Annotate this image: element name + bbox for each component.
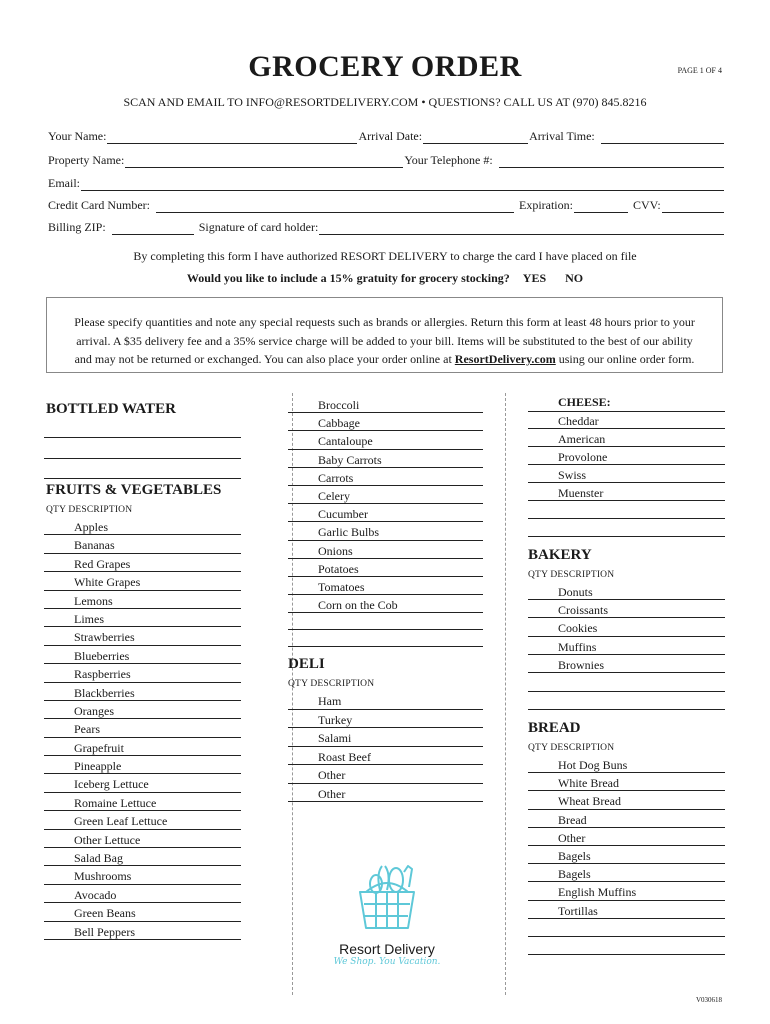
contact-info: SCAN AND EMAIL TO INFO@RESORTDELIVERY.COM • QUESTIONS? CALL US AT (970) 845.8216 [123, 95, 647, 109]
list-item[interactable] [44, 627, 241, 645]
list-item[interactable] [44, 572, 241, 590]
item-label: Iceberg Lettuce [74, 777, 149, 792]
authorization-text: By completing this form I have authorized RESORT DELIVERY to charge the card I have placed on file [133, 249, 637, 263]
list-item[interactable] [288, 522, 483, 540]
list-item[interactable] [44, 517, 241, 535]
item-label: Bananas [74, 538, 115, 553]
logo-tagline: We Shop. You Vacation. [333, 957, 441, 967]
item-label: Blackberries [74, 685, 135, 700]
gratuity-question [0, 271, 770, 286]
list-item[interactable] [44, 719, 241, 737]
page-title: GROCERY ORDER [248, 50, 522, 83]
list-item[interactable] [288, 504, 483, 522]
item-label: Cantaloupe [318, 434, 373, 449]
instructions-text: using our online order form. [555, 352, 695, 366]
list-item[interactable] [44, 830, 241, 848]
vegetables-line[interactable] [288, 645, 483, 647]
list-item[interactable] [288, 486, 483, 504]
property-telephone-row [48, 153, 725, 168]
bottled-water-title: BOTTLED WATER [46, 401, 176, 417]
list-item[interactable] [44, 609, 241, 627]
list-item[interactable] [528, 846, 725, 864]
column-header: QTY DESCRIPTION [528, 743, 615, 753]
item-label: Hot Dog Buns [558, 758, 628, 772]
item-label: Oranges [74, 703, 114, 718]
list-item[interactable] [44, 922, 241, 940]
list-item[interactable] [44, 591, 241, 609]
bakery-line[interactable] [528, 708, 725, 710]
deli-title: DELI [288, 656, 325, 672]
your-name-label: Your Name: [48, 129, 107, 143]
your-name-field[interactable] [107, 131, 357, 144]
list-item[interactable] [288, 765, 483, 784]
item-label: Other [318, 786, 346, 801]
resort-delivery-logo [327, 862, 447, 967]
item-label: Bell Peppers [74, 924, 135, 939]
item-label: Strawberries [74, 630, 135, 645]
item-label: Cookies [558, 621, 598, 636]
expiration-label: Expiration: [518, 198, 573, 212]
item-label: Donuts [558, 585, 593, 599]
list-item[interactable] [528, 882, 725, 900]
list-item[interactable] [528, 465, 725, 483]
item-label: Cucumber [318, 507, 368, 522]
credit-card-row [48, 198, 725, 213]
list-item[interactable] [44, 535, 241, 553]
item-label: American [558, 432, 606, 446]
email-label: Email: [48, 176, 80, 190]
bottled-water-line[interactable] [44, 457, 241, 459]
list-item[interactable] [288, 395, 483, 413]
item-label: Onions [318, 543, 353, 558]
bread-line[interactable] [528, 953, 725, 955]
arrival-time-field[interactable] [601, 131, 724, 144]
item-label: White Grapes [74, 575, 141, 590]
instructions-box [46, 297, 723, 373]
list-item[interactable] [528, 483, 725, 501]
email-field[interactable] [81, 178, 724, 191]
vegetables-list [288, 395, 483, 613]
list-item[interactable] [528, 901, 725, 919]
list-item[interactable] [288, 413, 483, 431]
item-label: Mushrooms [74, 869, 132, 884]
item-label: Turkey [318, 712, 353, 727]
signature-field[interactable] [319, 222, 724, 235]
list-item[interactable] [528, 791, 725, 809]
list-item[interactable] [528, 755, 725, 773]
bakery-title: BAKERY [528, 547, 592, 563]
list-item[interactable] [528, 655, 725, 673]
list-item[interactable] [44, 646, 241, 664]
fruits-vegetables-title: FRUITS & VEGETABLES [46, 482, 222, 498]
item-label: English Muffins [558, 885, 637, 900]
item-label: Celery [318, 488, 350, 503]
gratuity-yes-option[interactable]: YES [522, 271, 547, 285]
list-item[interactable] [44, 756, 241, 774]
instructions-text: and may not be returned or exchanged. You can also place your order online at [74, 352, 455, 366]
item-label: Potatoes [318, 561, 359, 576]
list-item[interactable] [44, 903, 241, 921]
item-label: Wheat Bread [558, 794, 621, 809]
item-label: Croissants [558, 603, 609, 618]
list-item[interactable] [288, 577, 483, 595]
item-label: Green Beans [74, 906, 136, 921]
item-label: Avocado [74, 887, 117, 902]
item-label: Muffins [558, 639, 597, 654]
list-item[interactable] [288, 450, 483, 468]
logo-name: Resort Delivery [339, 941, 435, 957]
item-label: Corn on the Cob [318, 598, 398, 613]
item-label: Blueberries [74, 648, 130, 663]
item-label: Other [558, 830, 586, 845]
list-item[interactable] [528, 864, 725, 882]
list-item[interactable] [528, 600, 725, 618]
telephone-label: Your Telephone #: [404, 153, 493, 167]
item-label: Raspberries [74, 667, 131, 682]
property-name-label: Property Name: [48, 153, 125, 167]
item-label: Romaine Lettuce [74, 795, 157, 810]
list-item[interactable] [528, 447, 725, 465]
item-label: Salami [318, 731, 352, 745]
cvv-field[interactable] [662, 200, 724, 213]
bread-title: BREAD [528, 720, 581, 736]
bottled-water-line[interactable] [44, 436, 241, 438]
fruits-vegetables-list [44, 517, 241, 940]
billing-zip-label: Billing ZIP: [48, 220, 106, 234]
list-item[interactable] [288, 784, 483, 803]
list-item[interactable] [44, 554, 241, 572]
expiration-field[interactable] [574, 200, 628, 213]
list-item[interactable] [288, 710, 483, 729]
item-label: Bagels [558, 867, 591, 882]
website-link[interactable]: ResortDelivery.com [454, 352, 556, 366]
credit-card-label: Credit Card Number: [48, 198, 150, 212]
instructions-line: Please specify quantities and note any special requests such as brands or allergies. Return this form at least 48 hours prior to your [74, 315, 695, 329]
item-label: White Bread [558, 776, 619, 791]
cheese-line[interactable] [528, 517, 725, 519]
item-label: Muenster [558, 486, 604, 500]
list-item[interactable] [288, 559, 483, 577]
deli-list [288, 691, 483, 802]
list-item[interactable] [288, 595, 483, 613]
item-label: Other Lettuce [74, 832, 141, 847]
gratuity-question-text: Would you like to include a 15% gratuity for grocery stocking? [186, 271, 510, 285]
item-label: Brownies [558, 657, 604, 672]
name-date-time-row [48, 129, 725, 144]
item-label: Carrots [318, 470, 354, 485]
list-item[interactable] [528, 582, 725, 600]
arrival-date-field[interactable] [423, 131, 528, 144]
arrival-date-label: Arrival Date: [358, 129, 423, 143]
list-item[interactable] [528, 828, 725, 846]
bakery-list [528, 582, 725, 673]
item-label: Cabbage [318, 416, 360, 431]
billing-zip-field[interactable] [112, 222, 194, 235]
item-label: Grapefruit [74, 740, 124, 755]
list-item[interactable] [288, 541, 483, 559]
bread-line[interactable] [528, 935, 725, 937]
list-item[interactable] [528, 773, 725, 791]
item-label: Limes [74, 611, 104, 626]
signature-label: Signature of card holder: [198, 220, 319, 234]
credit-card-field[interactable] [156, 200, 514, 213]
item-label: Cheddar [558, 414, 599, 428]
list-item[interactable] [44, 793, 241, 811]
item-label: Pears [74, 722, 100, 737]
item-label: Apples [74, 520, 108, 534]
list-item[interactable] [44, 701, 241, 719]
column-header: QTY DESCRIPTION [528, 570, 615, 580]
cheese-list [528, 411, 725, 501]
arrival-time-label: Arrival Time: [529, 129, 595, 143]
bottled-water-line[interactable] [44, 477, 241, 479]
list-item[interactable] [44, 683, 241, 701]
bread-list [528, 755, 725, 919]
list-item[interactable] [528, 637, 725, 655]
cheese-title: CHEESE: [558, 395, 611, 409]
bakery-line[interactable] [528, 690, 725, 692]
list-item[interactable] [528, 429, 725, 447]
item-label: Roast Beef [318, 749, 371, 764]
instructions-line [57, 350, 712, 369]
email-row [48, 176, 725, 191]
item-label: Tomatoes [318, 579, 365, 594]
list-item[interactable] [288, 431, 483, 449]
item-label: Bread [558, 812, 587, 827]
item-label: Lemons [74, 593, 113, 608]
list-item[interactable] [44, 811, 241, 829]
list-item[interactable] [44, 738, 241, 756]
item-label: Broccoli [318, 398, 360, 412]
list-item[interactable] [44, 885, 241, 903]
cheese-line[interactable] [528, 535, 725, 537]
cvv-label: CVV: [632, 198, 661, 212]
list-item[interactable] [288, 747, 483, 766]
item-label: Bagels [558, 848, 591, 863]
item-label: Swiss [558, 468, 587, 482]
item-label: Provolone [558, 450, 608, 464]
item-label: Green Leaf Lettuce [74, 814, 168, 829]
list-item[interactable] [288, 468, 483, 486]
instructions-line: arrival. A $35 delivery fee and a 35% service charge will be added to your bill. Items will be substituted to the best of our ability [76, 333, 693, 348]
item-label: Red Grapes [74, 556, 131, 571]
column-header: QTY DESCRIPTION [46, 505, 133, 515]
item-label: Other [318, 768, 346, 782]
item-label: Pineapple [74, 759, 122, 774]
telephone-field[interactable] [499, 155, 724, 168]
vegetables-line[interactable] [288, 628, 483, 630]
list-item[interactable] [288, 691, 483, 710]
item-label: Salad Bag [74, 851, 123, 866]
list-item[interactable] [44, 848, 241, 866]
gratuity-no-option[interactable]: NO [565, 271, 584, 285]
item-label: Garlic Bulbs [318, 525, 379, 540]
list-item[interactable] [44, 664, 241, 682]
item-label: Tortillas [558, 903, 598, 918]
version-code: V030618 [695, 996, 722, 1004]
list-item[interactable] [288, 728, 483, 747]
column-divider [505, 393, 506, 995]
list-item[interactable] [528, 411, 725, 429]
list-item[interactable] [528, 618, 725, 636]
list-item[interactable] [528, 810, 725, 828]
grocery-basket-icon [352, 862, 422, 934]
property-name-field[interactable] [125, 155, 403, 168]
item-label: Baby Carrots [318, 452, 382, 467]
list-item[interactable] [44, 774, 241, 792]
page-number: PAGE 1 OF 4 [677, 66, 722, 75]
item-label: Ham [318, 694, 342, 708]
billing-signature-row [48, 220, 725, 235]
list-item[interactable] [44, 866, 241, 884]
column-header: QTY DESCRIPTION [288, 679, 375, 689]
